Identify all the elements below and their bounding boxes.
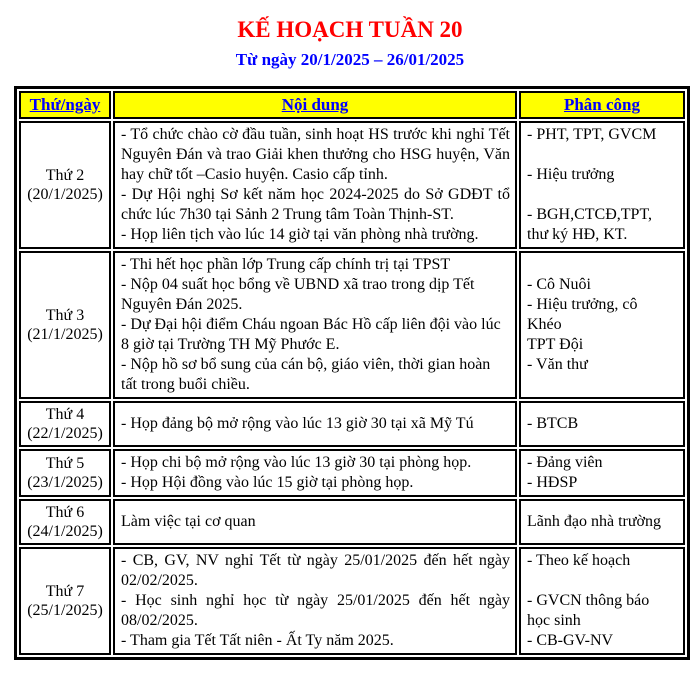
page-title: KẾ HOẠCH TUẦN 20 (237, 17, 463, 42)
assignment-cell (519, 547, 685, 655)
content-cell (113, 547, 517, 655)
table-row-thu-7 (19, 547, 685, 655)
content-paragraph: - Tổ chức chào cờ đầu tuần, sinh hoạt HS trước khi nghỉ Tết Nguyên Đán và trao Giải khen thưởng cho HSG huyện, Văn hay chữ tốt –Casio huyện. Casio cấp tỉnh. (121, 126, 510, 183)
assignment-line: học sinh (527, 612, 581, 629)
assignment-line: TPT Đội (527, 336, 584, 353)
content-paragraph: Làm việc tại cơ quan (121, 513, 256, 530)
day-cell (19, 499, 111, 545)
assignment-line: - Hiệu trưởng, cô (527, 296, 638, 313)
table-row-thu-2 (19, 121, 685, 249)
content-paragraph: - CB, GV, NV nghỉ Tết từ ngày 25/01/2025 đến hết ngày 02/02/2025. (121, 552, 510, 589)
content-cell (113, 121, 517, 249)
table-row-thu-6 (19, 499, 685, 545)
assignment-line (527, 145, 679, 165)
content-paragraph: - Nộp hồ sơ bổ sung của cán bộ, giáo viên, thời gian hoàn tất trong buổi chiều. (121, 356, 491, 393)
day-label: Thứ 4 (45, 406, 85, 423)
date-label: (25/1/2025) (27, 602, 103, 619)
day-cell (19, 401, 111, 447)
assignment-cell (519, 499, 685, 545)
content-paragraph: - Họp Hội đồng vào lúc 15 giờ tại phòng họp. (121, 474, 414, 491)
header-assignment-column: Phân công (519, 91, 685, 119)
day-cell (19, 251, 111, 399)
content-paragraph: - Thi hết học phần lớp Trung cấp chính trị tại TPST (121, 256, 451, 273)
assignment-line: - CB-GV-NV (527, 632, 614, 649)
content-paragraph: - Họp chi bộ mở rộng vào lúc 13 giờ 30 tại phòng họp. (121, 454, 472, 471)
assignment-line: - BTCB (527, 415, 579, 432)
assignment-cell (519, 121, 685, 249)
day-label: Thứ 2 (45, 167, 85, 184)
content-paragraph: - Họp liên tịch vào lúc 14 giờ tại văn phòng nhà trường. (121, 226, 479, 243)
assignment-line: - Văn thư (527, 356, 588, 373)
date-label: (24/1/2025) (27, 523, 103, 540)
assignment-line: - PHT, TPT, GVCM (527, 126, 657, 143)
date-label: (20/1/2025) (27, 186, 103, 203)
assignment-cell (519, 401, 685, 447)
assignment-line: - Theo kế hoạch (527, 552, 631, 569)
assignment-line: - Hiệu trưởng (527, 166, 615, 183)
day-cell (19, 121, 111, 249)
day-cell (19, 449, 111, 497)
day-cell (19, 547, 111, 655)
assignment-line: Lãnh đạo nhà trường (527, 513, 661, 530)
content-paragraph: - Tham gia Tết Tất niên - Ất Ty năm 2025. (121, 632, 394, 649)
assignment-line (527, 571, 679, 591)
table-row-thu-5 (19, 449, 685, 497)
weekly-plan-table (14, 86, 690, 660)
content-cell (113, 449, 517, 497)
content-paragraph: - Học sinh nghỉ học từ ngày 25/01/2025 đến hết ngày 08/02/2025. (121, 592, 510, 629)
date-label: (23/1/2025) (27, 474, 103, 491)
assignment-line (527, 185, 679, 205)
content-paragraph: - Dự Hội nghị Sơ kết năm học 2024-2025 do Sở GDĐT tổ chức lúc 7h30 tại Sảnh 2 Trung tâm Toàn Thịnh-ST. (121, 186, 510, 223)
date-label: (22/1/2025) (27, 425, 103, 442)
day-label: Thứ 6 (45, 504, 85, 521)
assignment-cell (519, 449, 685, 497)
day-label: Thứ 5 (45, 455, 85, 472)
content-cell (113, 499, 517, 545)
table-row-thu-4 (19, 401, 685, 447)
content-cell (113, 401, 517, 447)
content-paragraph: - Dự Đại hội điểm Cháu ngoan Bác Hồ cấp liên đội vào lúc 8 giờ tại Trường TH Mỹ Phước E. (121, 316, 501, 353)
day-label: Thứ 7 (45, 583, 85, 600)
date-range: Từ ngày 20/1/2025 – 26/01/2025 (235, 50, 465, 69)
day-label: Thứ 3 (45, 307, 85, 324)
assignment-line: - BGH,CTCĐ,TPT, (527, 206, 653, 223)
table-row-thu-3 (19, 251, 685, 399)
header-content-column: Nội dung (113, 91, 517, 119)
content-paragraph: - Nộp 04 suất học bổng về UBND xã trao trong dịp Tết Nguyên Đán 2025. (121, 276, 475, 313)
table-header-row (19, 91, 685, 119)
content-cell (113, 251, 517, 399)
content-paragraph: - Họp đảng bộ mở rộng vào lúc 13 giờ 30 tại xã Mỹ Tú (121, 415, 474, 432)
assignment-cell (519, 251, 685, 399)
assignment-line: - HĐSP (527, 474, 578, 491)
date-label: (21/1/2025) (27, 326, 103, 343)
assignment-line: - GVCN thông báo (527, 592, 650, 609)
assignment-line: - Cô Nuôi (527, 276, 591, 293)
assignment-line: - Đảng viên (527, 454, 603, 471)
assignment-line: Khéo (527, 316, 562, 333)
header-day-column: Thứ/ngày (19, 91, 111, 119)
assignment-line: thư ký HĐ, KT. (527, 226, 628, 243)
